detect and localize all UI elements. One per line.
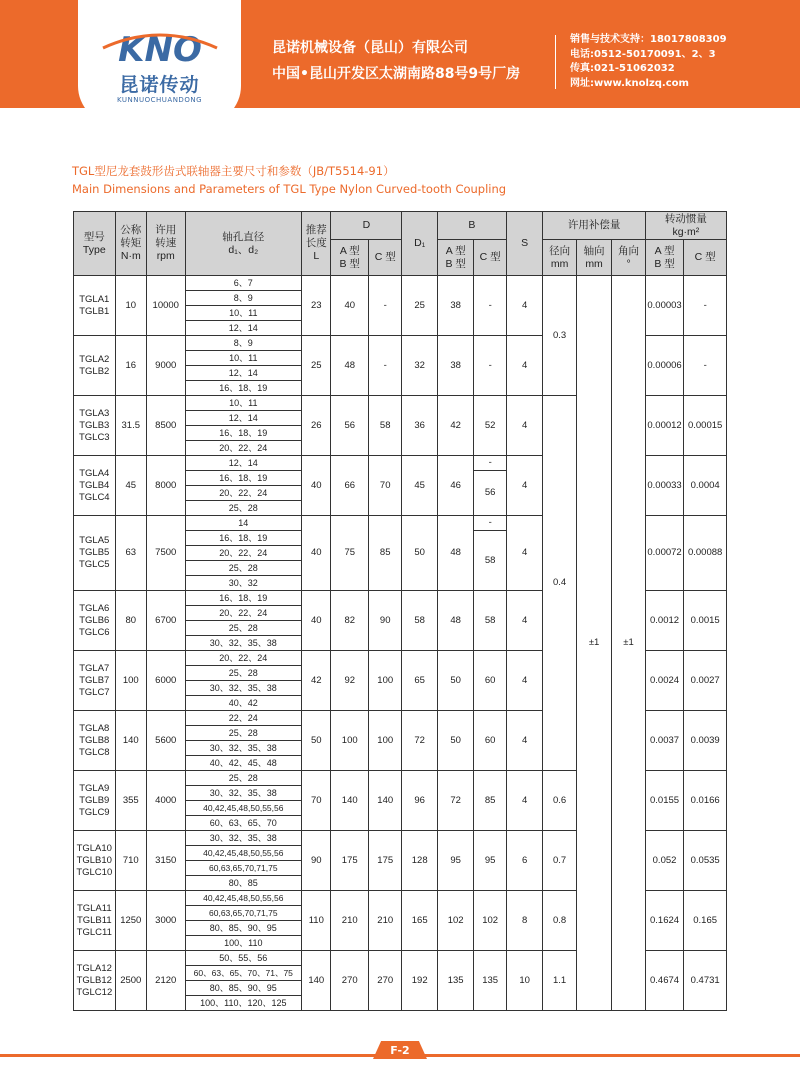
cell-D1: 25 — [402, 276, 437, 336]
cell-D1: 32 — [402, 336, 437, 396]
company-block — [272, 35, 520, 87]
cell-bore: 6、7 — [185, 276, 302, 291]
cell-bore: 80、85、90、95 — [185, 921, 302, 936]
cell-type — [74, 891, 116, 951]
cell-speed: 7500 — [146, 516, 185, 591]
type-code: TGLC5 — [78, 559, 110, 570]
cell-radial: 0.3 — [543, 276, 576, 396]
type-code: TGLA2 — [79, 353, 110, 365]
cell-D1: 65 — [402, 651, 437, 711]
cell-speed: 10000 — [146, 276, 185, 336]
cell-D-AB: 66 — [331, 456, 369, 516]
cell-length: 50 — [302, 711, 331, 771]
cell-torque: 1250 — [115, 891, 146, 951]
cell-bore: 30、32、35、38 — [185, 831, 302, 846]
cell-speed: 6700 — [146, 591, 185, 651]
type-code: TGLC4 — [78, 491, 110, 503]
cell-D-C: 270 — [368, 951, 401, 1011]
cell-D1: 58 — [402, 591, 437, 651]
cell-B-AB: 102 — [437, 891, 474, 951]
type-code: TGLB3 — [79, 419, 110, 431]
cell-bore: 12、14 — [185, 321, 302, 336]
cell-D-C: 85 — [368, 516, 401, 591]
cell-B-C: 60 — [474, 651, 506, 711]
cell-torque: 710 — [115, 831, 146, 891]
cell-B-C: - — [474, 276, 506, 336]
cell-D-AB: 75 — [331, 516, 369, 591]
cell-bore: 80、85、90、95 — [185, 981, 302, 996]
cell-D-AB: 140 — [331, 771, 369, 831]
cell-B-AB: 38 — [437, 276, 474, 336]
header-axial: 轴向 mm — [576, 240, 611, 276]
header-D1: D₁ — [402, 212, 437, 276]
cell-bore: 30、32、35、38 — [185, 681, 302, 696]
cell-length: 90 — [302, 831, 331, 891]
cell-bore: 16、18、19 — [185, 591, 302, 606]
cell-speed: 8500 — [146, 396, 185, 456]
cell-torque: 10 — [115, 276, 146, 336]
header-angular: 角向 ° — [612, 240, 645, 276]
cell-D-AB: 56 — [331, 396, 369, 456]
type-code: TGLC10 — [76, 866, 113, 878]
cell-B-C: 85 — [474, 771, 506, 831]
cell-type — [74, 456, 116, 516]
cell-length: 40 — [302, 516, 331, 591]
cell-inertia-C: 0.0166 — [684, 771, 727, 831]
cell-bore: 25、28 — [185, 501, 302, 516]
type-code: TGLA7 — [79, 662, 110, 674]
contact-fax: 传真:021-51062032 — [570, 63, 675, 74]
cell-inertia-C: 0.4731 — [684, 951, 727, 1011]
cell-B-C: 135 — [474, 951, 506, 1011]
cell-B-C: 52 — [474, 396, 506, 456]
cell-D-AB: 175 — [331, 831, 369, 891]
cell-torque: 80 — [115, 591, 146, 651]
cell-torque: 100 — [115, 651, 146, 711]
cell-D-C: 100 — [368, 651, 401, 711]
cell-length: 26 — [302, 396, 331, 456]
logo-chinese-name: 昆诺传动 — [119, 74, 200, 96]
type-code: TGLC11 — [76, 926, 112, 938]
header-S: S — [506, 212, 543, 276]
header-inertia-AB: A 型 B 型 — [645, 240, 684, 276]
cell-S: 6 — [506, 831, 543, 891]
cell-S: 4 — [506, 516, 543, 591]
header-B-AB: A 型 B 型 — [437, 240, 474, 276]
type-code: TGLB4 — [79, 479, 110, 491]
cell-inertia-C: 0.165 — [684, 891, 727, 951]
cell-torque: 2500 — [115, 951, 146, 1011]
cell-D-C: 140 — [368, 771, 401, 831]
cell-speed: 3150 — [146, 831, 185, 891]
cell-bore: 40,42,45,48,50,55,56 — [185, 891, 302, 906]
contact-phone: 电话:0512-50170091、2、3 — [570, 48, 716, 60]
header-D-C: C 型 — [368, 240, 401, 276]
table-row — [74, 276, 727, 291]
cell-length: 40 — [302, 591, 331, 651]
cell-radial: 0.7 — [543, 831, 576, 891]
cell-length: 23 — [302, 276, 331, 336]
cell-D-AB: 82 — [331, 591, 369, 651]
type-code: TGLC7 — [78, 686, 110, 698]
type-code: TGLC9 — [78, 806, 110, 818]
cell-D1: 165 — [402, 891, 437, 951]
cell-inertia-C: 0.0027 — [684, 651, 727, 711]
cell-bore: 20、22、24 — [185, 486, 302, 501]
cell-torque: 45 — [115, 456, 146, 516]
cell-type — [74, 951, 116, 1011]
cell-length: 140 — [302, 951, 331, 1011]
header-radial: 径向 mm — [543, 240, 576, 276]
cell-bore: 50、55、56 — [185, 951, 302, 966]
cell-B-C: 58 — [474, 591, 506, 651]
cell-inertia-C: 0.0535 — [684, 831, 727, 891]
cell-B-AB: 135 — [437, 951, 474, 1011]
cell-torque: 140 — [115, 711, 146, 771]
header-length: 推荐 长度 L — [302, 212, 331, 276]
cell-D-AB: 100 — [331, 711, 369, 771]
page-header — [0, 0, 800, 125]
cell-bore: 20、22、24 — [185, 441, 302, 456]
cell-radial: 1.1 — [543, 951, 576, 1011]
cell-type — [74, 336, 116, 396]
cell-bore: 80、85 — [185, 876, 302, 891]
type-code: TGLB9 — [79, 794, 110, 806]
cell-inertia-C: - — [684, 276, 727, 336]
cell-bore: 100、110 — [185, 936, 302, 951]
cell-speed: 5600 — [146, 711, 185, 771]
type-code: TGLB12 — [76, 974, 112, 986]
cell-D1: 128 — [402, 831, 437, 891]
cell-bore: 20、22、24 — [185, 606, 302, 621]
company-address: 中国•昆山开发区太湖南路88号9号厂房 — [272, 66, 521, 82]
contact-block — [570, 33, 727, 91]
cell-B-AB: 95 — [437, 831, 474, 891]
type-code: TGLB7 — [79, 674, 110, 686]
cell-bore: 40、42、45、48 — [185, 756, 302, 771]
cell-inertia-C: 0.00088 — [684, 516, 727, 591]
cell-axial: ±1 — [576, 276, 611, 1011]
cell-S: 4 — [506, 651, 543, 711]
type-code: TGLA8 — [79, 722, 110, 734]
cell-S: 4 — [506, 771, 543, 831]
cell-B-AB: 50 — [437, 651, 474, 711]
cell-bore: 60、63、65、70 — [185, 816, 302, 831]
cell-type — [74, 711, 116, 771]
type-code: TGLB8 — [79, 734, 110, 746]
header-compensation: 许用补偿量 — [543, 212, 645, 240]
cell-inertia-AB: 0.00003 — [645, 276, 684, 336]
cell-B-C: 56 — [474, 471, 506, 516]
cell-inertia-AB: 0.0037 — [645, 711, 684, 771]
cell-inertia-AB: 0.0155 — [645, 771, 684, 831]
cell-B-C: 58 — [474, 531, 506, 591]
cell-bore: 8、9 — [185, 336, 302, 351]
cell-inertia-C: 0.0015 — [684, 591, 727, 651]
cell-radial: 0.8 — [543, 891, 576, 951]
cell-B-C: - — [474, 516, 506, 531]
cell-speed: 6000 — [146, 651, 185, 711]
cell-D-C: 58 — [368, 396, 401, 456]
cell-B-C: 102 — [474, 891, 506, 951]
type-code: TGLC8 — [78, 746, 110, 758]
type-code: TGLC12 — [76, 986, 113, 998]
table-title-english: Main Dimensions and Parameters of TGL Type Nylon Curved-tooth Coupling — [72, 182, 507, 196]
cell-bore: 12、14 — [185, 366, 302, 381]
cell-inertia-AB: 0.00012 — [645, 396, 684, 456]
cell-type — [74, 591, 116, 651]
cell-torque: 63 — [115, 516, 146, 591]
page-number: F-2 — [390, 1044, 410, 1057]
logo-mark-icon — [95, 28, 225, 68]
type-code: TGLB10 — [76, 854, 112, 866]
cell-bore: 25、28 — [185, 666, 302, 681]
cell-length: 42 — [302, 651, 331, 711]
cell-type — [74, 831, 116, 891]
coupling-dimensions-table — [73, 211, 727, 1011]
cell-D1: 192 — [402, 951, 437, 1011]
cell-bore: 12、14 — [185, 411, 302, 426]
cell-bore: 30、32 — [185, 576, 302, 591]
cell-inertia-AB: 0.00072 — [645, 516, 684, 591]
cell-bore: 30、32、35、38 — [185, 741, 302, 756]
cell-B-AB: 48 — [437, 591, 474, 651]
header-B-C: C 型 — [474, 240, 506, 276]
cell-B-AB: 48 — [437, 516, 474, 591]
cell-S: 4 — [506, 396, 543, 456]
type-code: TGLA6 — [79, 602, 110, 614]
cell-D-C: 175 — [368, 831, 401, 891]
cell-length: 40 — [302, 456, 331, 516]
cell-B-AB: 38 — [437, 336, 474, 396]
type-code: TGLB5 — [79, 547, 110, 558]
cell-inertia-C: 0.00015 — [684, 396, 727, 456]
cell-type — [74, 396, 116, 456]
cell-speed: 9000 — [146, 336, 185, 396]
cell-bore: 20、22、24 — [185, 651, 302, 666]
cell-D-AB: 210 — [331, 891, 369, 951]
cell-S: 4 — [506, 456, 543, 516]
cell-bore: 30、32、35、38 — [185, 636, 302, 651]
cell-bore: 10、11 — [185, 306, 302, 321]
type-code: TGLA12 — [76, 962, 112, 974]
cell-bore: 22、24 — [185, 711, 302, 726]
cell-radial: 0.6 — [543, 771, 576, 831]
cell-B-C: - — [474, 456, 506, 471]
header-bore: 轴孔直径 d₁、d₂ — [185, 212, 302, 276]
cell-D-AB: 270 — [331, 951, 369, 1011]
cell-B-AB: 42 — [437, 396, 474, 456]
cell-bore: 60,63,65,70,71,75 — [185, 861, 302, 876]
cell-D1: 50 — [402, 516, 437, 591]
cell-torque: 31.5 — [115, 396, 146, 456]
cell-inertia-AB: 0.00006 — [645, 336, 684, 396]
cell-B-C: - — [474, 336, 506, 396]
logo — [78, 0, 241, 124]
cell-D-C: 210 — [368, 891, 401, 951]
header-torque: 公称 转矩 N·m — [115, 212, 146, 276]
cell-S: 8 — [506, 891, 543, 951]
cell-B-C: 60 — [474, 711, 506, 771]
type-code: TGLA11 — [76, 902, 112, 914]
cell-D-C: 100 — [368, 711, 401, 771]
cell-S: 4 — [506, 336, 543, 396]
header-speed: 许用 转速 rpm — [146, 212, 185, 276]
type-code: TGLA4 — [79, 467, 110, 479]
cell-length: 110 — [302, 891, 331, 951]
cell-B-AB: 46 — [437, 456, 474, 516]
cell-S: 4 — [506, 711, 543, 771]
header-inertia-C: C 型 — [684, 240, 727, 276]
cell-D1: 96 — [402, 771, 437, 831]
type-code: TGLA3 — [79, 407, 110, 419]
cell-inertia-AB: 0.4674 — [645, 951, 684, 1011]
cell-bore: 10、11 — [185, 351, 302, 366]
cell-length: 25 — [302, 336, 331, 396]
cell-speed: 4000 — [146, 771, 185, 831]
cell-bore: 16、18、19 — [185, 531, 302, 546]
cell-D1: 72 — [402, 711, 437, 771]
cell-speed: 3000 — [146, 891, 185, 951]
cell-type — [74, 771, 116, 831]
cell-bore: 40,42,45,48,50,55,56 — [185, 846, 302, 861]
cell-length: 70 — [302, 771, 331, 831]
cell-bore: 100、110、120、125 — [185, 996, 302, 1011]
type-code: TGLA9 — [79, 782, 110, 794]
cell-bore: 20、22、24 — [185, 546, 302, 561]
header-type: 型号 Type — [74, 212, 116, 276]
cell-S: 10 — [506, 951, 543, 1011]
logo-english-name: KUNNUOCHUANDONG — [117, 96, 202, 104]
cell-angular: ±1 — [612, 276, 645, 1011]
type-code: TGLB11 — [76, 914, 112, 926]
cell-bore: 10、11 — [185, 396, 302, 411]
type-code: TGLC6 — [78, 626, 110, 638]
cell-inertia-AB: 0.0024 — [645, 651, 684, 711]
cell-D-C: - — [368, 336, 401, 396]
cell-bore: 30、32、35、38 — [185, 786, 302, 801]
logo-mark-text: KNO — [118, 30, 202, 68]
cell-bore: 12、14 — [185, 456, 302, 471]
cell-bore: 40、42 — [185, 696, 302, 711]
cell-S: 4 — [506, 276, 543, 336]
cell-bore: 25、28 — [185, 771, 302, 786]
cell-bore: 60、63、65、70、71、75 — [185, 966, 302, 981]
type-code: TGLB1 — [79, 305, 110, 317]
cell-bore: 16、18、19 — [185, 471, 302, 486]
type-code: TGLC3 — [78, 431, 110, 443]
cell-inertia-AB: 0.00033 — [645, 456, 684, 516]
cell-bore: 25、28 — [185, 621, 302, 636]
header-B: B — [437, 212, 506, 240]
cell-bore: 14 — [185, 516, 302, 531]
header-D: D — [331, 212, 402, 240]
table-header — [74, 212, 727, 276]
header-divider — [555, 35, 556, 89]
cell-D-C: 70 — [368, 456, 401, 516]
cell-D-AB: 48 — [331, 336, 369, 396]
cell-speed: 8000 — [146, 456, 185, 516]
cell-torque: 355 — [115, 771, 146, 831]
cell-type — [74, 651, 116, 711]
cell-radial: 0.4 — [543, 396, 576, 771]
cell-inertia-AB: 0.052 — [645, 831, 684, 891]
header-D-AB: A 型 B 型 — [331, 240, 369, 276]
cell-bore: 60,63,65,70,71,75 — [185, 906, 302, 921]
cell-S: 4 — [506, 591, 543, 651]
header-inertia: 转动惯量 kg·m² — [645, 212, 726, 240]
type-code: TGLB6 — [79, 614, 110, 626]
cell-D-AB: 40 — [331, 276, 369, 336]
cell-bore: 40,42,45,48,50,55,56 — [185, 801, 302, 816]
cell-D-AB: 92 — [331, 651, 369, 711]
cell-bore: 25、28 — [185, 561, 302, 576]
cell-bore: 8、9 — [185, 291, 302, 306]
cell-D-C: 90 — [368, 591, 401, 651]
type-code: TGLA1 — [79, 293, 110, 305]
cell-inertia-C: 0.0004 — [684, 456, 727, 516]
cell-torque: 16 — [115, 336, 146, 396]
cell-inertia-AB: 0.1624 — [645, 891, 684, 951]
cell-inertia-C: 0.0039 — [684, 711, 727, 771]
contact-website[interactable]: 网址:www.knolzq.com — [570, 77, 689, 89]
company-name: 昆诺机械设备（昆山）有限公司 — [272, 40, 468, 56]
cell-B-AB: 72 — [437, 771, 474, 831]
cell-D1: 45 — [402, 456, 437, 516]
type-code: TGLA10 — [76, 842, 112, 854]
cell-type — [74, 516, 116, 591]
cell-D-C: - — [368, 276, 401, 336]
table-body — [74, 276, 727, 1011]
cell-D1: 36 — [402, 396, 437, 456]
contact-sales: 销售与技术支持：18017808309 — [570, 34, 727, 45]
table-title-chinese: TGL型尼龙套鼓形齿式联轴器主要尺寸和参数（JB/T5514-91） — [72, 164, 395, 178]
cell-inertia-C: - — [684, 336, 727, 396]
cell-type — [74, 276, 116, 336]
cell-B-C: 95 — [474, 831, 506, 891]
cell-bore: 16、18、19 — [185, 426, 302, 441]
cell-inertia-AB: 0.0012 — [645, 591, 684, 651]
cell-B-AB: 50 — [437, 711, 474, 771]
cell-bore: 16、18、19 — [185, 381, 302, 396]
type-code: TGLB2 — [79, 365, 110, 377]
cell-speed: 2120 — [146, 951, 185, 1011]
cell-bore: 25、28 — [185, 726, 302, 741]
type-code: TGLA5 — [79, 535, 110, 546]
